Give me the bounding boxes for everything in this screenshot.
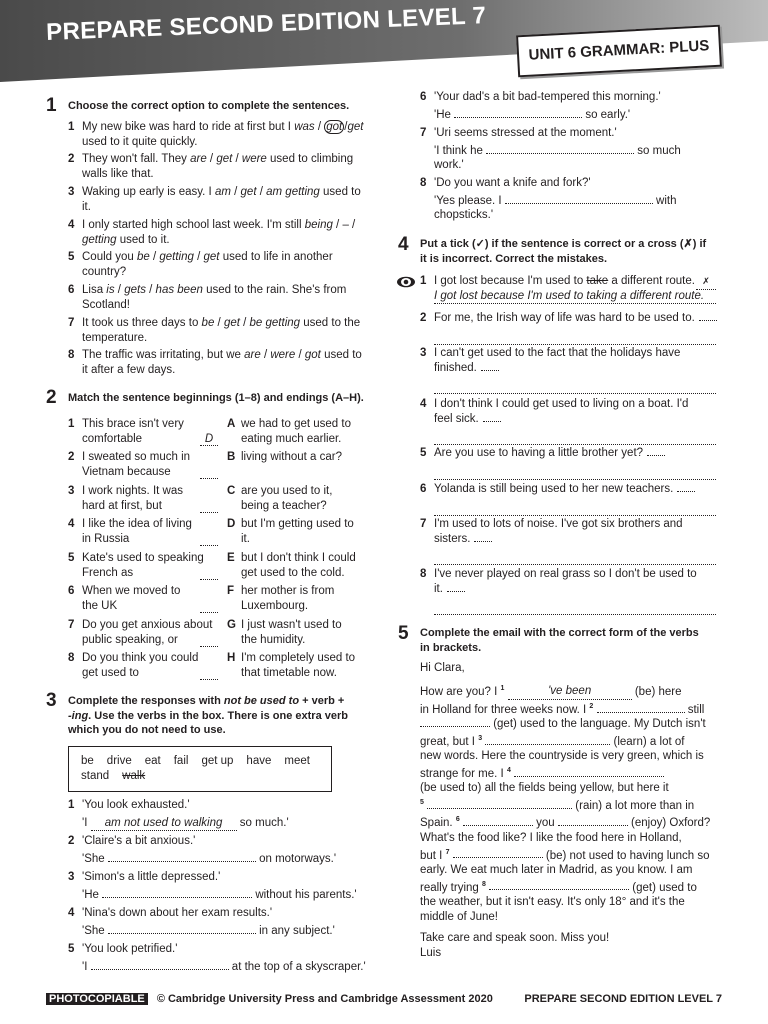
text: / [206,153,217,165]
option[interactable]: be [201,317,215,329]
text: It took us three days to [82,317,202,329]
tick-cross-blank[interactable] [699,320,717,321]
item-number: 4 [420,398,427,410]
item-number: 3 [68,871,75,883]
answer-blank-6a[interactable] [463,825,533,826]
item-number: 7 [420,518,427,530]
email-text: Hi Clara, How are you? I $^1$ 've been (be) here in Holland for three weeks now. I $^2$ still (get) used to the language. My Dutch isn't great, but I $^3$ (learn) a lot of new words. Here the countryside is very green, which is strange for me. I $^4$ (be used to) all the fields being yellow, but here it $^5$ (rain) a lot more than in Spain. $^6$ you (enjoy) Oxford? What's the food like? I like the food here in Holland, but I $^7$ (be) not used to having lunch so early. We eat much later in Madrid, as you know. I am really trying $^8$ (get) used to the weather, but it isn't easy. It's only 18° and it's the middle of June! Take care and speak soon. Miss you! Luis [420,661,725,960]
answer-blank-6b[interactable] [558,825,628,826]
prompt: 'You look petrified.' [82,943,178,955]
tick-cross-blank[interactable] [481,370,499,371]
answer-blank[interactable] [200,499,218,513]
item-text: I work nights. It was hard at first, but [82,484,222,513]
option[interactable]: get [240,186,257,198]
item-number: 7 [68,317,75,329]
verb-option-struck: walk [122,770,146,782]
tick-cross-blank[interactable] [474,541,492,542]
verb-option: get up [201,755,234,767]
correction-line[interactable] [434,432,716,445]
item-text: This brace isn't very comfortable D [82,417,222,446]
footer-level: PREPARE SECOND EDITION LEVEL 7 [524,993,722,1005]
answer-blank-4[interactable] [514,776,664,777]
answer-blank-5[interactable] [427,808,572,809]
item-text: I've never played on real grass so I don't be used to it. [434,567,719,615]
item-number: 5 [420,447,427,459]
item-text: 'Nina's down about her exam results.' 'She in any subject.' [82,906,377,938]
email-greeting: Hi Clara, [420,662,465,674]
text: used to it. [82,186,361,213]
item-number: 6 [420,483,427,495]
item-letter: C [227,485,236,497]
item-text [82,250,367,279]
item-text: her mother is from Luxembourg. [241,585,335,612]
answer-blank[interactable] [200,666,218,680]
item-number: 2 [68,153,75,165]
item-number: 5 [68,552,75,564]
item-number: 2 [420,312,427,324]
option[interactable]: got [326,121,343,133]
item-text: I'm used to lots of noise. I've got six brothers and sisters. [434,517,719,565]
text: / [260,349,271,361]
example-eye-icon [396,276,416,288]
item-text: Yolanda is still being used to her new teachers. [434,482,719,516]
item-text: I sweated so much in Vietnam because [82,450,222,479]
item-text: 'Claire's a bit anxious.' 'She on motorways.' [82,834,377,866]
text: I only started high school last week. I'm still [82,219,305,231]
answer-blank[interactable] [102,897,252,898]
item-number: 8 [68,652,75,664]
answer-blank-2[interactable] [597,712,685,713]
text: / [256,186,267,198]
option[interactable]: get [347,121,364,133]
item-number: 2 [68,451,75,463]
prompt: 'Uri seems stressed at the moment.' [434,127,617,139]
text: / [114,284,125,296]
item-number: 5 [68,251,75,263]
item-letter: B [227,451,236,463]
answer-blank[interactable] [200,465,218,479]
correction-line[interactable] [434,381,716,394]
text: / [295,349,305,361]
tick-cross-blank[interactable] [647,455,665,456]
item-text: I got lost because I'm used to take a different route. ✗ I got lost because I'm used to taking a different route. [434,274,719,304]
text: used to climbing walls like that. [82,153,354,180]
item-letter: H [227,652,236,664]
item-number: 2 [68,835,75,847]
text: / [214,317,224,329]
text: / [145,284,156,296]
item-number: 6 [68,585,75,597]
footer [46,992,722,1006]
option[interactable]: getting [159,251,194,263]
tick-cross-blank[interactable] [677,491,695,492]
option[interactable]: got [304,349,321,361]
item-number: 1 [420,275,427,287]
item-number: 6 [68,284,75,296]
email-signature: Luis [420,946,442,959]
tick-cross-blank[interactable] [483,421,501,422]
item-text: I'm completely used to that timetable now. [241,652,356,679]
exercise-number: 4 [398,234,409,255]
text: used to the rain. She's from Scotland! [82,284,347,311]
item-text [82,283,367,312]
verb-option: drive [106,755,132,767]
item-letter: E [227,552,235,564]
option[interactable]: being [304,219,333,231]
email-closing: Take care and speak soon. Miss you! [420,932,610,945]
answer-blank[interactable]: am not used to walking [91,816,237,832]
item-text: we had to get used to eating much earlier. [241,418,351,445]
exercise-instruction: Complete the responses with not be used to + verb + -ing. Use the verbs in the box. There is one extra verb which you do not need to use. [68,695,348,736]
exercise-instruction: Complete the email with the correct form of the verbs in brackets. [420,627,699,654]
answer-blank[interactable]: D [200,432,218,446]
answer-blank[interactable] [486,153,634,154]
text: / – / [332,219,356,231]
prompt: 'Claire's a bit anxious.' [82,835,196,847]
option[interactable]: get [203,251,220,263]
item-text: When we moved to the UK [82,584,222,613]
item-letter: A [227,418,236,430]
photocopiable-label: PHOTOCOPIABLE [46,993,148,1005]
answer-blank[interactable] [200,566,218,580]
correction-line[interactable] [434,332,716,345]
item-text [82,152,367,181]
item-text: are you used to it, being a teacher? [241,485,333,512]
item-text: Do you get anxious about public speaking, or [82,618,222,647]
correction-line[interactable] [434,503,716,516]
item-number: 4 [68,518,75,530]
item-text: Are you use to having a little brother yet? [434,446,719,480]
text: / [149,251,160,263]
page-title: PREPARE SECOND EDITION LEVEL 7 [45,2,487,46]
item-text: 'You look petrified.' 'I at the top of a skyscraper.' [82,942,377,974]
exercise-instruction: Match the sentence beginnings (1–8) and endings (A–H). [68,392,364,404]
answer-blank-7[interactable] [453,857,543,858]
answer-blank-1[interactable]: 've been [508,684,632,700]
answer-blank-2b[interactable] [420,726,490,727]
item-text: 'You look exhausted.' 'I am not used to walking so much.' [82,798,377,831]
item-text: I can't get used to the fact that the holidays have finished. [434,346,719,394]
item-number: 6 [420,91,427,103]
item-text: Do you think you could get used to [82,651,222,680]
item-text: I like the idea of living in Russia [82,517,222,546]
answer-blank[interactable] [200,599,218,613]
tick-cross-blank[interactable]: ✗ [696,274,716,290]
item-number: 5 [68,943,75,955]
item-text [82,120,367,149]
option[interactable]: getting [82,233,117,246]
verb-option: have [246,755,272,767]
answer-blank[interactable] [200,532,218,546]
item-text: 'Your dad's a bit bad-tempered this morning.' 'He so early.' [434,90,729,122]
item-number: 3 [68,186,75,198]
item-text: 'Do you want a knife and fork?' 'Yes please. I with chopsticks.' [434,176,729,223]
answer-blank[interactable] [108,861,256,862]
text: / [239,317,250,329]
verb-option: stand [81,770,110,782]
text: used to it. [116,233,170,246]
prompt: 'Your dad's a bit bad-tempered this morning.' [434,91,661,103]
text: The traffic was irritating, but we [82,349,245,361]
item-text [82,218,367,247]
item-number: 8 [420,568,427,580]
text: Waking up early is easy. I [82,186,215,198]
item-text [82,348,367,377]
answer-blank[interactable] [108,933,256,934]
text: / [193,251,204,263]
item-number: 1 [68,418,75,430]
option[interactable]: am getting [266,186,320,198]
exercise-instruction: Choose the correct option to complete the sentences. [68,100,350,112]
text: Could you [82,251,137,263]
item-number: 4 [68,219,75,231]
copyright-text: © Cambridge University Press and Cambridge Assessment 2020 [156,993,493,1005]
correction-line[interactable] [434,467,716,480]
answer-blank[interactable] [91,969,229,970]
prompt: 'Nina's down about her exam results.' [82,907,273,919]
verb-option: meet [284,755,310,767]
prompt: 'You look exhausted.' [82,799,190,811]
item-text: Kate's used to speaking French as [82,551,222,580]
correction-line[interactable] [434,602,716,615]
text: used to life in another country? [82,251,333,278]
text: used to it after a few days. [82,349,362,376]
verb-box [68,746,332,792]
prompt: 'Do you want a knife and fork?' [434,177,591,189]
exercise-number: 5 [398,623,409,644]
answer-blank[interactable] [454,117,582,118]
item-letter: F [227,585,235,597]
option[interactable]: are [190,153,207,165]
exercise-instruction: Put a tick (✓) if the sentence is correct or a cross (✗) if it is incorrect. Correct the mistakes. [420,238,707,265]
correction-line[interactable] [434,552,716,565]
item-number: 3 [420,347,427,359]
answer-blank[interactable] [200,633,218,647]
verb-option: be [81,755,94,767]
text: / [232,153,242,165]
prompt: 'Simon's a little depressed.' [82,871,221,883]
option[interactable]: were [270,349,296,361]
item-letter: D [227,518,236,530]
item-text: For me, the Irish way of life was hard to be used to. [434,311,719,345]
answer-blank-3[interactable] [485,744,610,745]
item-letter: G [227,619,236,631]
item-number: 8 [68,349,75,361]
answer-blank[interactable] [505,203,653,204]
exercise-number: 3 [46,690,57,711]
option[interactable]: am [214,186,231,198]
item-text: I don't think I could get used to living on a boat. I'd feel sick. [434,397,719,445]
item-number: 1 [68,799,75,811]
exercise-number: 2 [46,387,57,408]
item-number: 8 [420,177,427,189]
item-number: 3 [68,485,75,497]
item-number: 7 [420,127,427,139]
text: / [344,121,348,133]
option[interactable]: get [216,153,233,165]
item-number: 7 [68,619,75,631]
answer-blank-8[interactable] [489,889,629,890]
item-text: living without a car? [241,451,342,463]
item-text: but I don't think I could get used to the cold. [241,552,356,579]
option[interactable]: was [294,121,315,133]
text: / [314,121,325,133]
option[interactable]: be [136,251,150,263]
text: used to it quite quickly. [82,135,198,148]
exercise-number: 1 [46,95,57,116]
item-number: 1 [68,121,75,133]
text: My new bike was hard to ride at first but I [82,121,295,133]
unit-label: UNIT 6 GRAMMAR: PLUS [528,37,710,64]
text: They won't fall. They [82,153,191,165]
option[interactable]: get [223,317,240,329]
option[interactable]: is [106,284,115,296]
option[interactable]: gets [124,284,146,296]
option[interactable]: were [241,153,267,165]
item-text [82,316,367,345]
tick-cross-blank[interactable] [447,591,465,592]
item-text: but I'm getting used to it. [241,518,354,545]
option[interactable]: has been [155,284,203,296]
item-number: 4 [68,907,75,919]
text: / [230,186,241,198]
item-text: I just wasn't used to the humidity. [241,619,342,646]
item-text: 'Uri seems stressed at the moment.' 'I think he so much work.' [434,126,729,173]
correction-line[interactable]: I got lost because I'm used to taking a different route. [434,289,716,305]
option[interactable]: are [244,349,261,361]
item-text: 'Simon's a little depressed.' 'He without his parents.' [82,870,377,902]
text: Lisa [82,284,107,296]
verb-option: fail [173,755,189,767]
text: used to the temperature. [82,317,361,344]
option[interactable]: be getting [249,317,301,329]
item-text [82,185,367,214]
verb-option: eat [144,755,161,767]
